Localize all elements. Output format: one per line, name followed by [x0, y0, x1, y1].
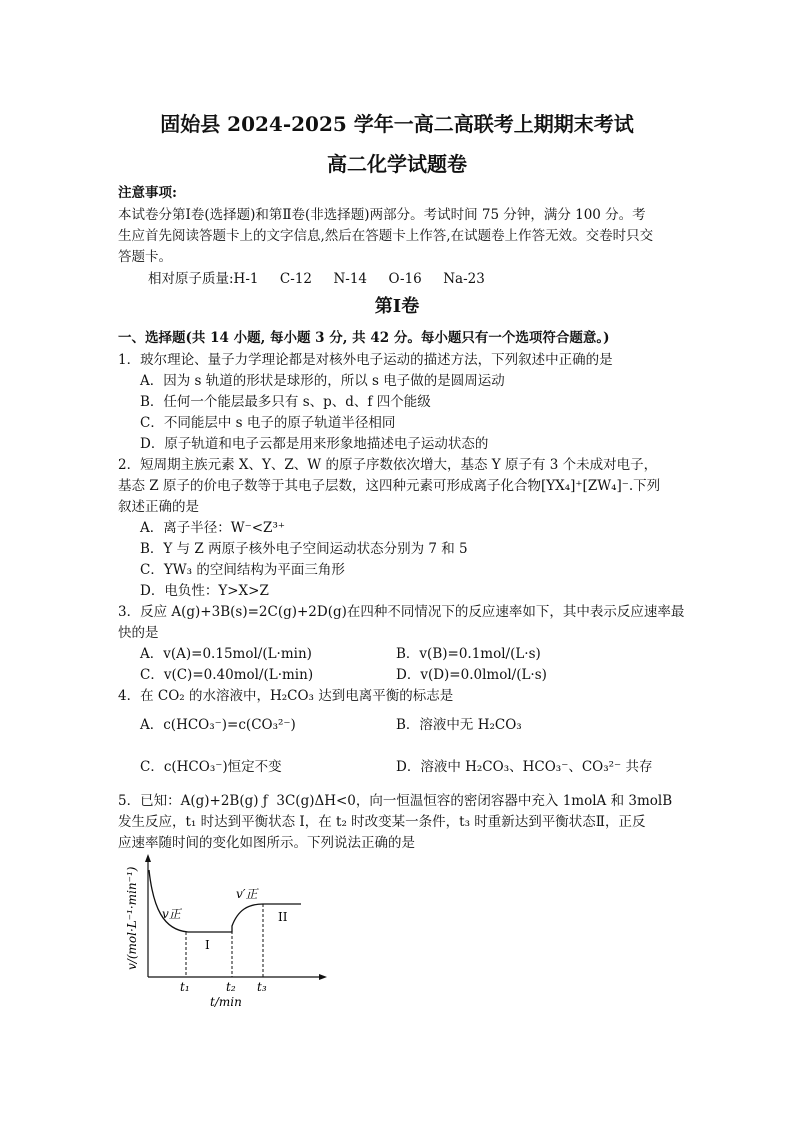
region-label-2: II — [278, 910, 288, 924]
y-axis-arrow — [145, 854, 151, 862]
q1-option-a: A．因为 s 轨道的形状是球形的，所以 s 电子做的是圆周运动 — [140, 373, 505, 389]
curve-label-forward: v正 — [162, 907, 181, 921]
q2-option-a: A．离子半径：W⁻<Z³⁺ — [140, 520, 285, 536]
notice-heading: 注意事项: — [118, 185, 177, 201]
tick-t1: t₁ — [180, 980, 190, 994]
q1-option-c: C．不同能层中 s 电子的原子轨道半径相同 — [140, 415, 396, 431]
region-label-1: I — [205, 938, 210, 952]
q4-stem: 4．在 CO₂ 的水溶液中，H₂CO₃ 达到电离平衡的标志是 — [118, 688, 454, 704]
q2-option-b: B．Y 与 Z 两原子核外电子空间运动状态分别为 7 和 5 — [140, 541, 468, 557]
q3-option-b: B．v(B)=0.1mol/(L·s) — [396, 646, 541, 662]
q3-option-c: C．v(C)=0.40mol/(L·min) — [140, 667, 314, 683]
rate-time-graph — [118, 852, 338, 1012]
q2-line-3: 叙述正确的是 — [118, 499, 199, 515]
notice-line-2: 生应首先阅读答题卡上的文字信息,然后在答题卡上作答,在试题卷上作答无效。交卷时只交 — [118, 228, 654, 244]
q3-line-2: 快的是 — [118, 625, 159, 641]
q2-option-d: D．电负性：Y>X>Z — [140, 583, 269, 599]
q3-option-d: D．v(D)=0.0lmol/(L·s) — [396, 667, 547, 683]
q2-option-c: C．YW₃ 的空间结构为平面三角形 — [140, 562, 345, 578]
q3-option-a: A．v(A)=0.15mol/(L·min) — [140, 646, 312, 662]
atomic-masses: 相对原子质量:H-1 C-12 N-14 O-16 Na-23 — [148, 271, 485, 287]
y-axis-label: v/(mol·L⁻¹·min⁻¹) — [125, 866, 139, 970]
section-instructions: 一、选择题(共 14 小题, 每小题 3 分, 共 42 分。每小题只有一个选项符合题意。) — [118, 330, 610, 346]
x-axis-label: t/min — [210, 995, 242, 1009]
curve-label-forward-new: v′正 — [236, 887, 258, 901]
tick-t2: t₂ — [226, 980, 236, 994]
q2-line-2: 基态 Z 原子的价电子数等于其电子层数，这四种元素可形成离子化合物[YX₄]⁺[ZW₄]⁻.下列 — [118, 478, 661, 494]
section-title: 第Ⅰ卷 — [374, 296, 420, 317]
exam-title: 固始县 2024-2025 学年一高二高联考上期期末考试 — [160, 112, 634, 136]
q4-option-c: C．c(HCO₃⁻)恒定不变 — [140, 759, 282, 775]
x-axis-arrow — [319, 974, 327, 980]
q4-option-a: A．c(HCO₃⁻)=c(CO₃²⁻) — [140, 717, 296, 733]
exam-subtitle: 高二化学试题卷 — [327, 152, 467, 176]
q5-line-3: 应速率随时间的变化如图所示。下列说法正确的是 — [118, 835, 415, 851]
q1-option-b: B．任何一个能层最多只有 s、p、d、f 四个能级 — [140, 394, 431, 410]
q1-option-d: D．原子轨道和电子云都是用来形象地描述电子运动状态的 — [140, 436, 489, 452]
q4-option-b: B．溶液中无 H₂CO₃ — [396, 717, 522, 733]
notice-line-1: 本试卷分第Ⅰ卷(选择题)和第Ⅱ卷(非选择题)两部分。考试时间 75 分钟，满分 100 分。考 — [118, 207, 646, 223]
q4-option-d: D．溶液中 H₂CO₃、HCO₃⁻、CO₃²⁻ 共存 — [396, 759, 653, 775]
q2-line-1: 2．短周期主族元素 X、Y、Z、W 的原子序数依次增大，基态 Y 原子有 3 个未成对电子， — [118, 457, 658, 473]
q5-line-1: 5．已知：A(g)+2B(g) ƒ 3C(g)ΔH<0，向一恒温恒容的密闭容器中充入 1molA 和 3molB — [118, 793, 673, 809]
tick-t3: t₃ — [257, 980, 267, 994]
q3-line-1: 3．反应 A(g)+3B(s)=2C(g)+2D(g)在四种不同情况下的反应速率如下，其中表示反应速率最 — [118, 604, 685, 620]
q1-stem: 1．玻尔理论、量子力学理论都是对核外电子运动的描述方法，下列叙述中正确的是 — [118, 352, 613, 368]
notice-line-3: 答题卡。 — [118, 249, 172, 265]
q5-line-2: 发生反应，t₁ 时达到平衡状态 I，在 t₂ 时改变某一条件，t₃ 时重新达到平衡状态Ⅱ，正反 — [118, 814, 646, 830]
